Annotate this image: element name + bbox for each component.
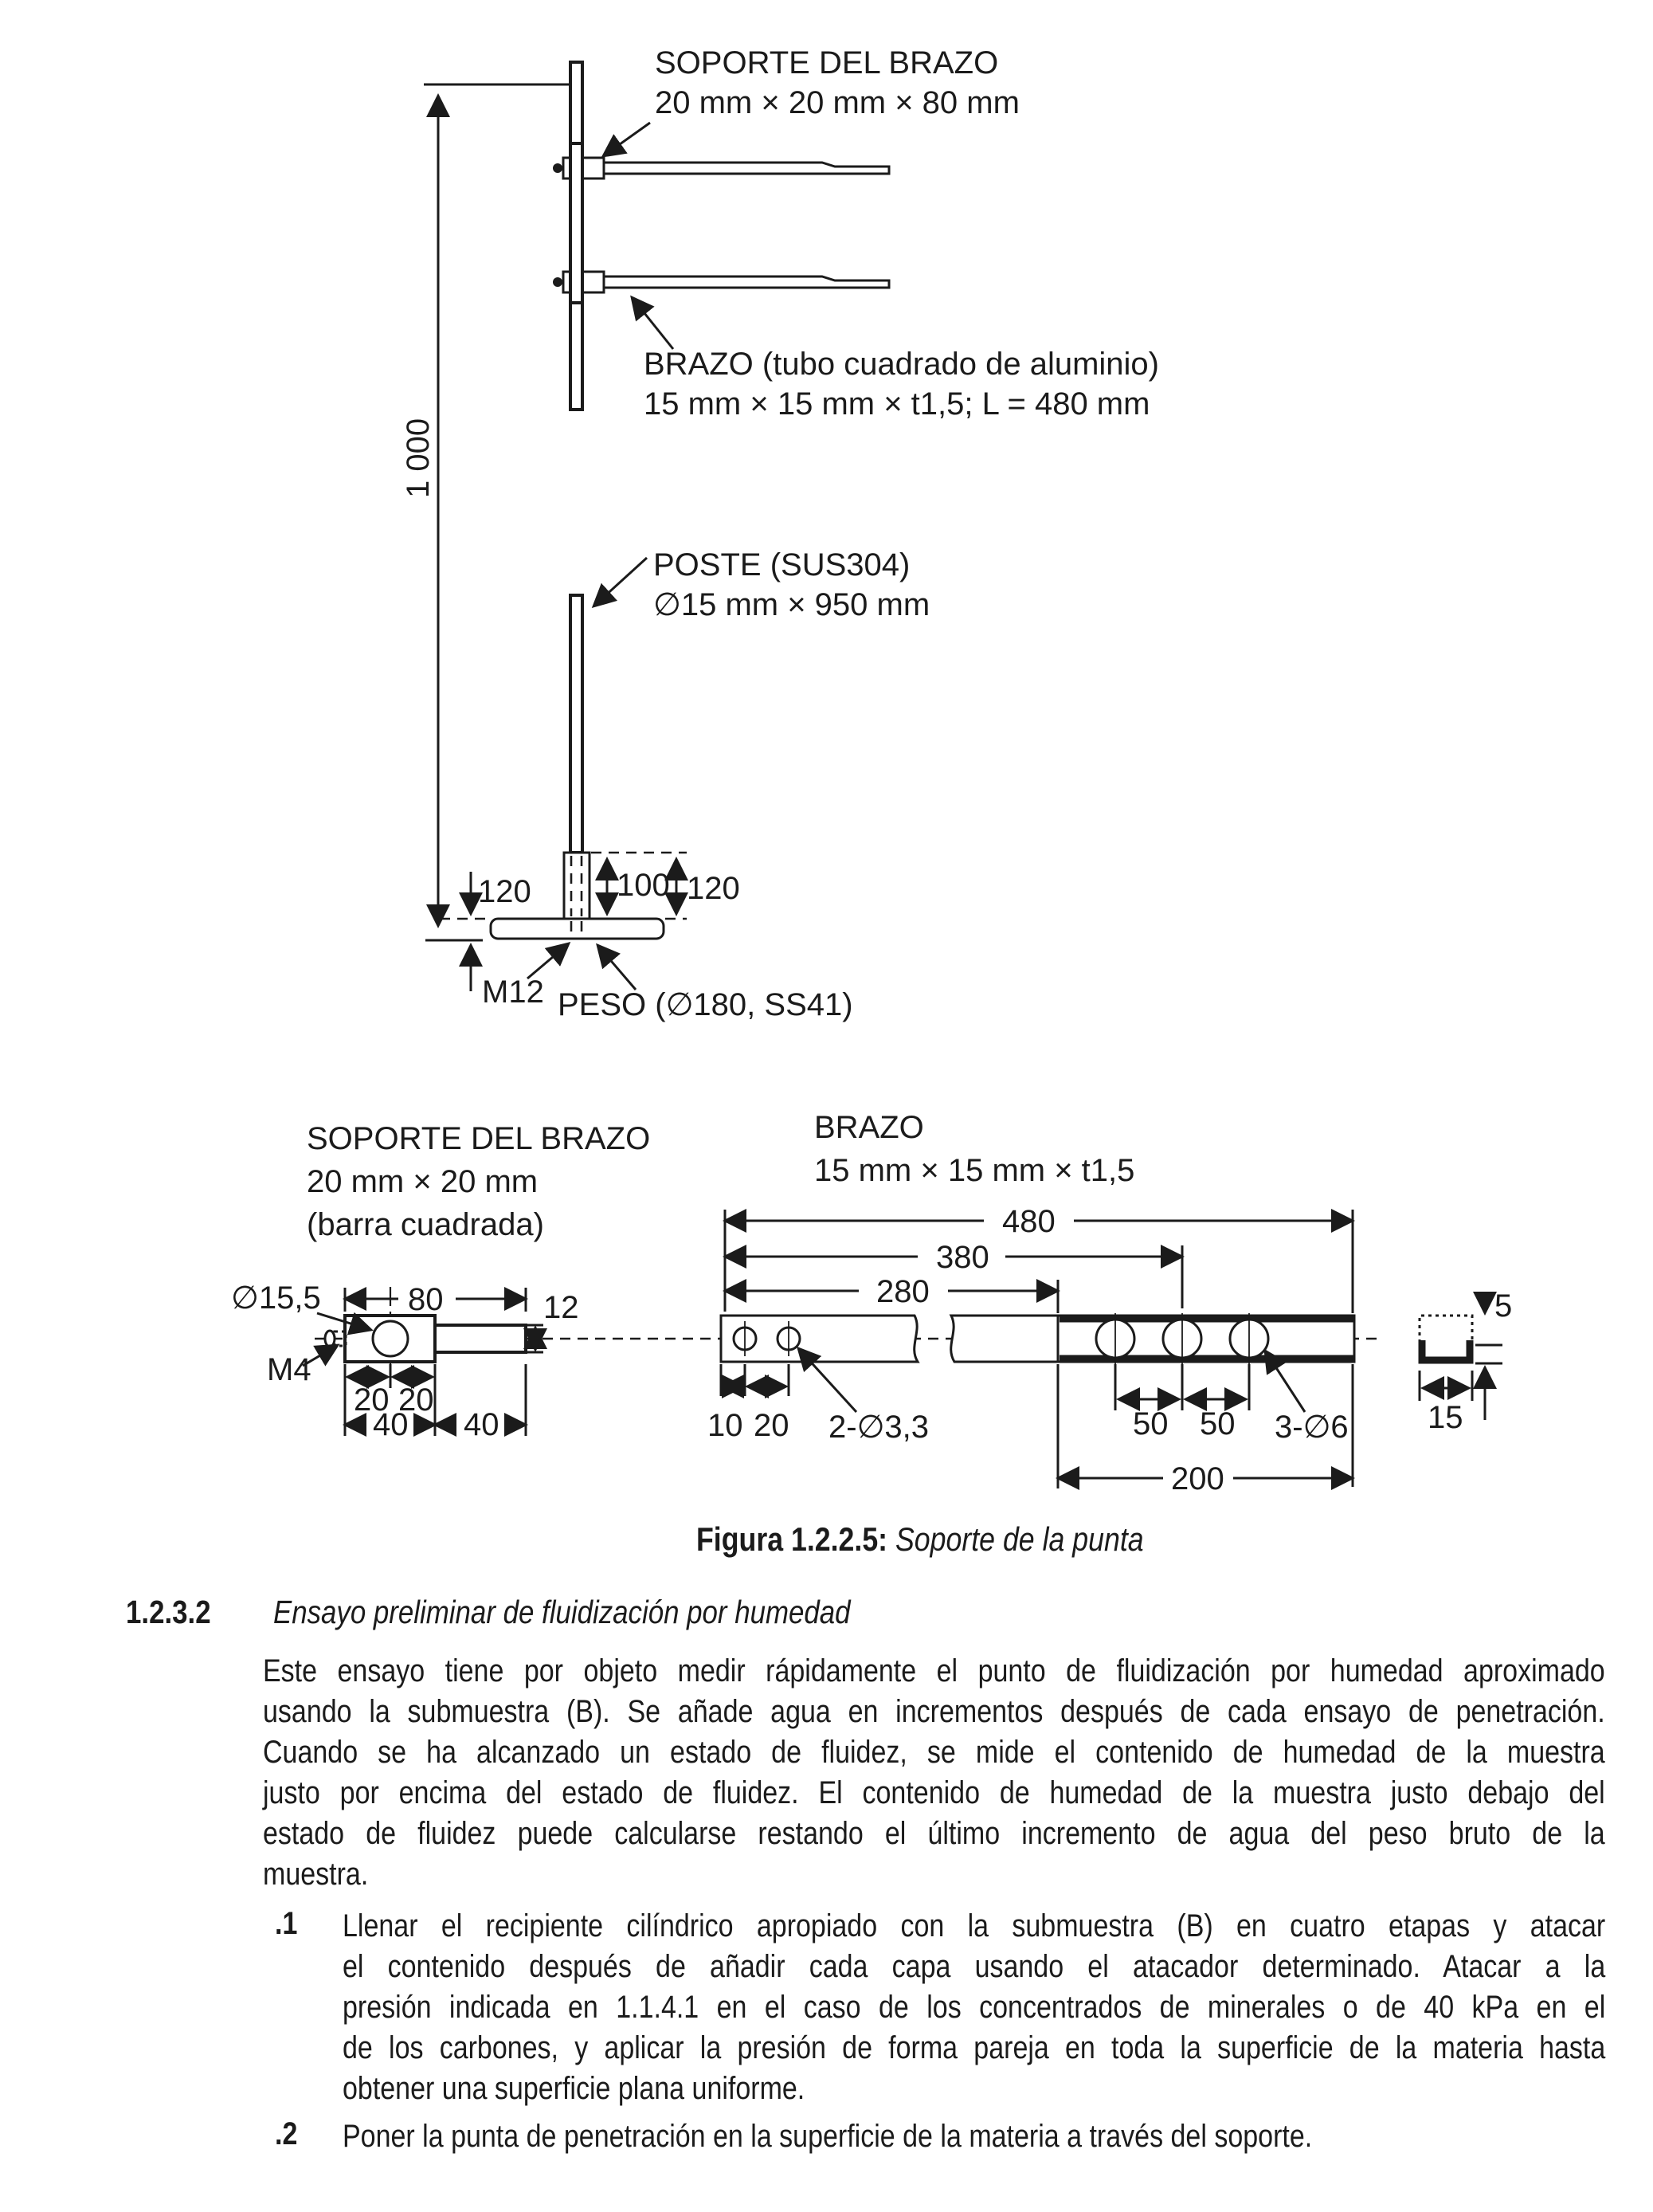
figure-caption-number: Figura 1.2.2.5: xyxy=(696,1520,888,1558)
paragraph-line: Este ensayo tiene por objeto medir rápidamente el punto de fluidización por humedad aproximado xyxy=(263,1653,1605,1688)
f2-dim-15-label: 15 xyxy=(1428,1400,1463,1435)
dim-100-label: 100 xyxy=(617,868,670,903)
label-peso: PESO (∅180, SS41) xyxy=(558,987,853,1022)
f2-dim-50a-label: 50 xyxy=(1133,1406,1169,1441)
paragraph-line: muestra. xyxy=(263,1857,369,1892)
list-item-line: Llenar el recipiente cilíndrico apropiado con la submuestra (B) en cuatro etapas y atacar xyxy=(343,1908,1606,1943)
f2-dim-20a-label: 20 xyxy=(354,1382,390,1418)
paragraph-line: justo por encima del estado de fluidez. El contenido de humedad de la muestra justo debajo del xyxy=(263,1775,1605,1810)
list-item-2-text xyxy=(343,2116,1605,2157)
leader-peso xyxy=(597,945,636,990)
paragraph-line: Cuando se ha alcanzado un estado de fluidez, se mide el contenido de humedad de la muestra xyxy=(263,1735,1605,1770)
leader-poste xyxy=(593,558,647,606)
f2-dim-200-label: 200 xyxy=(1171,1461,1224,1496)
list-item-line: presión indicada en 1.1.4.1 en el caso de los concentrados de minerales o de 40 kPa en el xyxy=(343,1990,1606,2025)
section-title: Ensayo preliminar de fluidización por humedad xyxy=(273,1594,851,1630)
figure-caption xyxy=(696,1520,1306,1559)
f2-holes2-label: 2-∅3,3 xyxy=(828,1410,930,1445)
arm-lower xyxy=(553,272,889,292)
label-brazo-line2: 15 mm × 15 mm × t1,5; L = 480 mm xyxy=(644,386,1150,422)
list-item-line: el contenido después de añadir cada capa usando el atacador determinado. Atacar a la xyxy=(343,1949,1606,1984)
f2-label-brazo2: 15 mm × 15 mm × t1,5 xyxy=(814,1153,1135,1188)
list-item-1-marker: .1 xyxy=(275,1906,298,1941)
arm-upper xyxy=(553,158,889,178)
f2-dim-40b-label: 40 xyxy=(464,1407,499,1442)
list-item-line: Poner la punta de penetración en la superficie de la materia a través del soporte. xyxy=(343,2119,1313,2154)
paragraph-line: usando la submuestra (B). Se añade agua en incrementos después de cada ensayo de penetración. xyxy=(263,1694,1605,1729)
label-brazo-line1: BRAZO (tubo cuadrado de aluminio) xyxy=(644,347,1159,382)
label-m12: M12 xyxy=(482,975,544,1010)
label-soporte-line1: SOPORTE DEL BRAZO xyxy=(655,45,999,80)
f2-dim-280-label: 280 xyxy=(876,1274,930,1309)
f2-dim-480-label: 480 xyxy=(1002,1204,1056,1239)
f2-dim-40a-label: 40 xyxy=(373,1407,409,1442)
leader-m12 xyxy=(527,943,569,979)
f2-dim-20c-label: 20 xyxy=(754,1408,789,1443)
list-item-line: obtener una superficie plana uniforme. xyxy=(343,2071,805,2106)
arm-bar xyxy=(721,1313,1354,1364)
f2-label-soporte1: SOPORTE DEL BRAZO xyxy=(307,1121,651,1156)
f2-dim-80-label: 80 xyxy=(408,1282,444,1317)
post-lower xyxy=(570,595,582,853)
f2-dim-380-label: 380 xyxy=(936,1240,989,1275)
list-item-2-marker: .2 xyxy=(275,2116,298,2151)
f2-dim-155-label: ∅15,5 xyxy=(231,1281,321,1316)
dim-1000-label: 1 000 xyxy=(401,418,436,498)
f2-dim-10-label: 10 xyxy=(707,1408,743,1443)
f2-label-soporte3: (barra cuadrada) xyxy=(307,1207,544,1242)
label-poste-line1: POSTE (SUS304) xyxy=(653,547,911,582)
dim-120-right-label: 120 xyxy=(687,871,740,906)
f2-dim-20b-label: 20 xyxy=(398,1382,434,1418)
label-poste-line2: ∅15 mm × 950 mm xyxy=(653,587,930,622)
f2-holes3-label: 3-∅6 xyxy=(1275,1410,1349,1445)
leader-brazo xyxy=(632,297,673,349)
paragraph-line: estado de fluidez puede calcularse restando el último incremento de agua del peso bruto de la xyxy=(263,1816,1605,1851)
figure-caption-title: Soporte de la punta xyxy=(887,1520,1144,1558)
f2-dim-5-label: 5 xyxy=(1494,1288,1513,1324)
figure-bottom-diagram xyxy=(0,1108,1653,1554)
dim-120-left-label: 120 xyxy=(478,874,531,909)
f2-label-m4: M4 xyxy=(267,1352,311,1387)
f2-dim-12-label: 12 xyxy=(543,1290,579,1325)
f2-label-soporte2: 20 mm × 20 mm xyxy=(307,1164,539,1199)
label-soporte-line2: 20 mm × 20 mm × 80 mm xyxy=(655,85,1020,120)
list-item-1-text xyxy=(343,1906,1605,2109)
section-number: 1.2.3.2 xyxy=(126,1594,211,1630)
f2-label-brazo1: BRAZO xyxy=(814,1110,924,1145)
body-paragraph xyxy=(263,1651,1605,1895)
f2-dim-50b-label: 50 xyxy=(1200,1406,1236,1441)
list-item-line: de los carbones, y aplicar la presión de forma pareja en toda la superficie de la materia hasta xyxy=(343,2030,1606,2065)
leader-soporte xyxy=(603,123,650,156)
post-over xyxy=(570,143,582,303)
